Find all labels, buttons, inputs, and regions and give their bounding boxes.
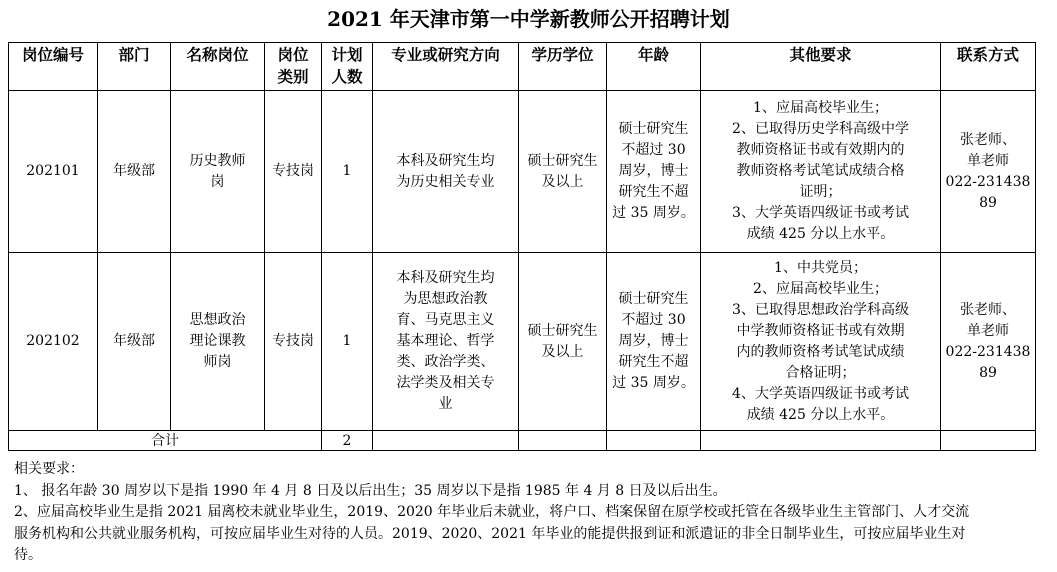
- other-requirements-cell: [701, 253, 941, 431]
- major-line: 育、马克思主义: [396, 312, 495, 328]
- degree-line: 硕士研究生: [527, 322, 598, 339]
- position-type-cell: 专技岗: [265, 91, 322, 253]
- contact-line: 022-231438: [945, 343, 1031, 360]
- requirement-line: 1、应届高校毕业生；: [753, 100, 888, 116]
- header-position-type: [265, 43, 322, 91]
- total-row: [9, 431, 1036, 451]
- header-major: 专业或研究方向: [373, 43, 519, 91]
- major-line: 类、政治学类、: [396, 354, 495, 370]
- contact-line: 89: [979, 194, 997, 211]
- empty-cell: [701, 431, 941, 451]
- header-position-type-line: 岗位: [277, 45, 309, 64]
- age-line: 不超过 30: [621, 142, 686, 158]
- total-label-cell: 合计: [9, 431, 322, 451]
- total-count-cell: 2: [322, 431, 373, 451]
- requirement-line: 成绩 425 分以上水平。: [746, 226, 895, 242]
- position-name-cell: [171, 253, 265, 431]
- requirements-notes: [14, 459, 1044, 567]
- contact-line: 单老师: [967, 322, 1009, 339]
- major-line: 法学类及相关专: [396, 375, 495, 391]
- note-line: 服务机构和公共就业服务机构，可按应届毕业生对待的人员。2019、2020、2021 年毕业的能提供报到证和派遣证的非全日制毕业生，可按应届毕业生对: [14, 525, 966, 542]
- age-line: 研究生不超: [618, 184, 689, 200]
- requirement-line: 4、大学英语四级证书或考试: [732, 385, 909, 402]
- notes-heading: 相关要求：: [14, 461, 84, 477]
- department-cell: 年级部: [98, 91, 171, 253]
- requirement-line: 内的教师资格考试笔试成绩: [736, 343, 905, 360]
- position-name-cell: [171, 91, 265, 253]
- degree-line: 硕士研究生: [527, 152, 598, 169]
- header-position-type-line: 类别: [277, 67, 309, 86]
- header-planned-count: [322, 43, 373, 91]
- header-row: [9, 43, 1036, 91]
- requirement-line: 证明；: [799, 184, 842, 200]
- requirement-line: 合格证明；: [785, 364, 856, 381]
- header-position-name: 名称岗位: [171, 43, 265, 91]
- header-degree: 学历学位: [519, 43, 607, 91]
- header-position-code: 岗位编号: [9, 43, 98, 91]
- contact-cell: [941, 253, 1036, 431]
- age-line: 硕士研究生: [618, 121, 689, 137]
- position-code-cell: 202102: [9, 253, 98, 431]
- empty-cell: [607, 431, 701, 451]
- header-department: 部门: [98, 43, 171, 91]
- requirement-line: 教师资格证书或有效期内的: [736, 142, 905, 158]
- empty-cell: [519, 431, 607, 451]
- table-row: [9, 253, 1036, 431]
- degree-line: 及以上: [541, 343, 584, 360]
- requirement-line: 1、中共党员；: [774, 259, 867, 276]
- position-name-line: 师岗: [203, 354, 232, 370]
- empty-cell: [941, 431, 1036, 451]
- age-line: 研究生不超: [618, 354, 689, 370]
- major-cell: [373, 253, 519, 431]
- major-cell: [373, 91, 519, 253]
- contact-line: 单老师: [967, 152, 1009, 169]
- position-name-line: 岗: [210, 173, 225, 190]
- header-planned-count-line: 人数: [331, 67, 363, 86]
- requirement-line: 2、已取得历史学科高级中学: [732, 121, 909, 137]
- document-title: 2021 年天津市第一中学新教师公开招聘计划: [327, 7, 730, 31]
- major-line: 为历史相关专业: [396, 173, 495, 190]
- position-name-line: 历史教师: [189, 152, 246, 169]
- header-planned-count-line: 计划: [331, 45, 363, 64]
- planned-count-cell: 1: [322, 253, 373, 431]
- position-code-cell: 202101: [9, 91, 98, 253]
- requirement-line: 3、已取得思想政治学科高级: [732, 301, 909, 318]
- requirement-line: 3、大学英语四级证书或考试: [732, 205, 909, 221]
- note-line: 2、应届高校毕业生是指 2021 届离校未就业毕业生，2019、2020 年毕业后未就业，将户口、档案保留在原学校或托管在各级毕业生主管部门、人才交流: [14, 504, 970, 520]
- major-line: 基本理论、哲学: [396, 333, 495, 349]
- age-line: 过 35 周岁。: [612, 375, 695, 391]
- contact-line: 022-231438: [945, 173, 1031, 190]
- other-requirements-cell: [701, 91, 941, 253]
- degree-cell: [519, 91, 607, 253]
- table-row: [9, 91, 1036, 253]
- major-line: 为思想政治教: [403, 291, 488, 307]
- age-line: 硕士研究生: [618, 291, 689, 307]
- degree-cell: [519, 253, 607, 431]
- position-type-cell: 专技岗: [265, 253, 322, 431]
- position-name-line: 思想政治: [189, 312, 246, 328]
- contact-line: 89: [979, 364, 997, 381]
- note-line: 待。: [14, 547, 42, 563]
- major-line: 业: [438, 396, 453, 412]
- position-name-line: 理论课教: [189, 333, 246, 349]
- note-line: 1、 报名年龄 30 周岁以下是指 1990 年 4 月 8 日及以后出生；35 周岁以下是指 1985 年 4 月 8 日及以后出生。: [14, 482, 727, 499]
- requirement-line: 2、应届高校毕业生；: [753, 280, 888, 297]
- department-cell: 年级部: [98, 253, 171, 431]
- contact-line: 张老师、: [960, 131, 1016, 148]
- empty-cell: [373, 431, 519, 451]
- requirement-line: 教师资格考试笔试成绩合格: [736, 163, 905, 179]
- age-line: 过 35 周岁。: [612, 205, 695, 221]
- header-other-requirements: 其他要求: [701, 43, 941, 91]
- age-line: 周岁，博士: [618, 333, 689, 349]
- contact-line: 张老师、: [960, 301, 1016, 318]
- planned-count-cell: 1: [322, 91, 373, 253]
- age-cell: [607, 91, 701, 253]
- requirement-line: 中学教师资格证书或有效期: [736, 322, 905, 339]
- recruitment-plan-table: [8, 42, 1036, 451]
- header-contact: 联系方式: [941, 43, 1036, 91]
- age-line: 不超过 30: [621, 312, 686, 328]
- major-line: 本科及研究生均: [396, 270, 495, 286]
- age-cell: [607, 253, 701, 431]
- contact-cell: [941, 91, 1036, 253]
- age-line: 周岁，博士: [618, 163, 689, 179]
- degree-line: 及以上: [541, 173, 584, 190]
- header-age: 年龄: [607, 43, 701, 91]
- major-line: 本科及研究生均: [396, 152, 495, 169]
- requirement-line: 成绩 425 分以上水平。: [746, 406, 895, 423]
